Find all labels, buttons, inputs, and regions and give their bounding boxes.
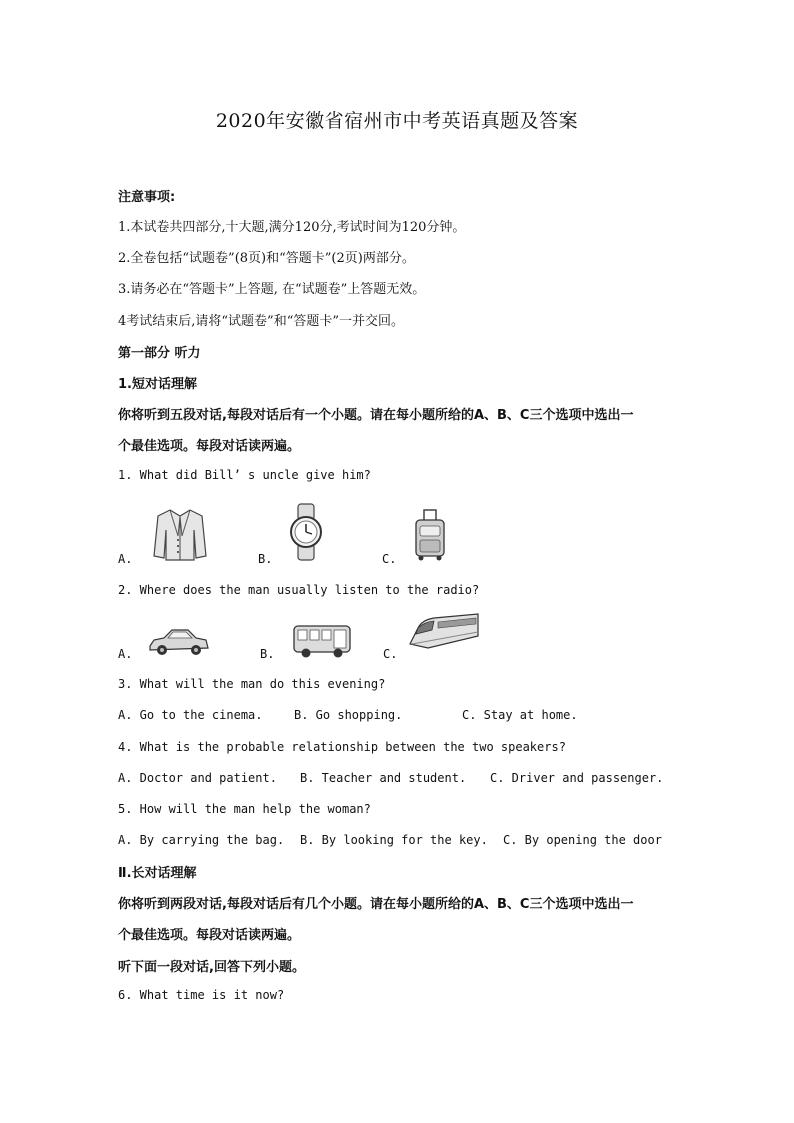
- train-icon: [408, 610, 480, 652]
- option-text: B. By looking for the key.: [300, 833, 488, 847]
- question-stem: 3. What will the man do this evening?: [118, 677, 386, 691]
- suitcase-icon: [410, 508, 450, 562]
- option-text: C. Stay at home.: [462, 708, 578, 722]
- section2-sub-instruction: 听下面一段对话,回答下列小题。: [118, 960, 305, 975]
- section2-instruction: 你将听到两段对话,每段对话后有几个小题。请在每小题所给的A、B、C三个选项中选出一: [118, 897, 634, 912]
- bus-icon: [290, 622, 354, 660]
- question-stem: 6. What time is it now?: [118, 988, 285, 1002]
- option-label: C.: [383, 647, 398, 661]
- option-text: C. Driver and passenger.: [490, 771, 664, 785]
- notice-item: 2.全卷包括“试题卷”(8页)和“答题卡”(2页)两部分。: [118, 251, 415, 266]
- option-label: C.: [382, 552, 397, 566]
- part1-heading: 第一部分 听力: [118, 346, 201, 361]
- option-text: C. By opening the door: [503, 833, 662, 847]
- option-label: A.: [118, 552, 133, 566]
- section1-heading: 1.短对话理解: [118, 377, 197, 392]
- section2-heading: Ⅱ.长对话理解: [118, 866, 197, 881]
- wristwatch-icon: [284, 502, 328, 562]
- notice-item: 4考试结束后,请将“试题卷”和“答题卡”一并交回。: [118, 314, 404, 329]
- car-icon: [146, 624, 210, 658]
- option-label: B.: [258, 552, 273, 566]
- page-title: 2020年安徽省宿州市中考英语真题及答案: [215, 110, 579, 132]
- question-stem: 5. How will the man help the woman?: [118, 802, 371, 816]
- notice-item: 3.请务必在“答题卡”上答题, 在“试题卷”上答题无效。: [118, 282, 426, 297]
- section1-instruction: 个最佳选项。每段对话读两遍。: [118, 439, 301, 454]
- cardigan-icon: [152, 506, 208, 562]
- option-text: A. Doctor and patient.: [118, 771, 277, 785]
- option-text: A. Go to the cinema.: [118, 708, 263, 722]
- option-label: A.: [118, 647, 133, 661]
- notice-item: 1.本试卷共四部分,十大题,满分120分,考试时间为120分钟。: [118, 220, 466, 235]
- option-text: B. Teacher and student.: [300, 771, 467, 785]
- option-label: B.: [260, 647, 275, 661]
- section2-instruction: 个最佳选项。每段对话读两遍。: [118, 928, 301, 943]
- question-stem: 4. What is the probable relationship between the two speakers?: [118, 740, 566, 754]
- option-text: A. By carrying the bag.: [118, 833, 285, 847]
- section1-instruction: 你将听到五段对话,每段对话后有一个小题。请在每小题所给的A、B、C三个选项中选出一: [118, 408, 634, 423]
- question-stem: 1. What did Bill’ s uncle give him?: [118, 468, 371, 482]
- question-stem: 2. Where does the man usually listen to the radio?: [118, 583, 480, 597]
- option-text: B. Go shopping.: [294, 708, 403, 722]
- notice-heading: 注意事项:: [118, 190, 176, 205]
